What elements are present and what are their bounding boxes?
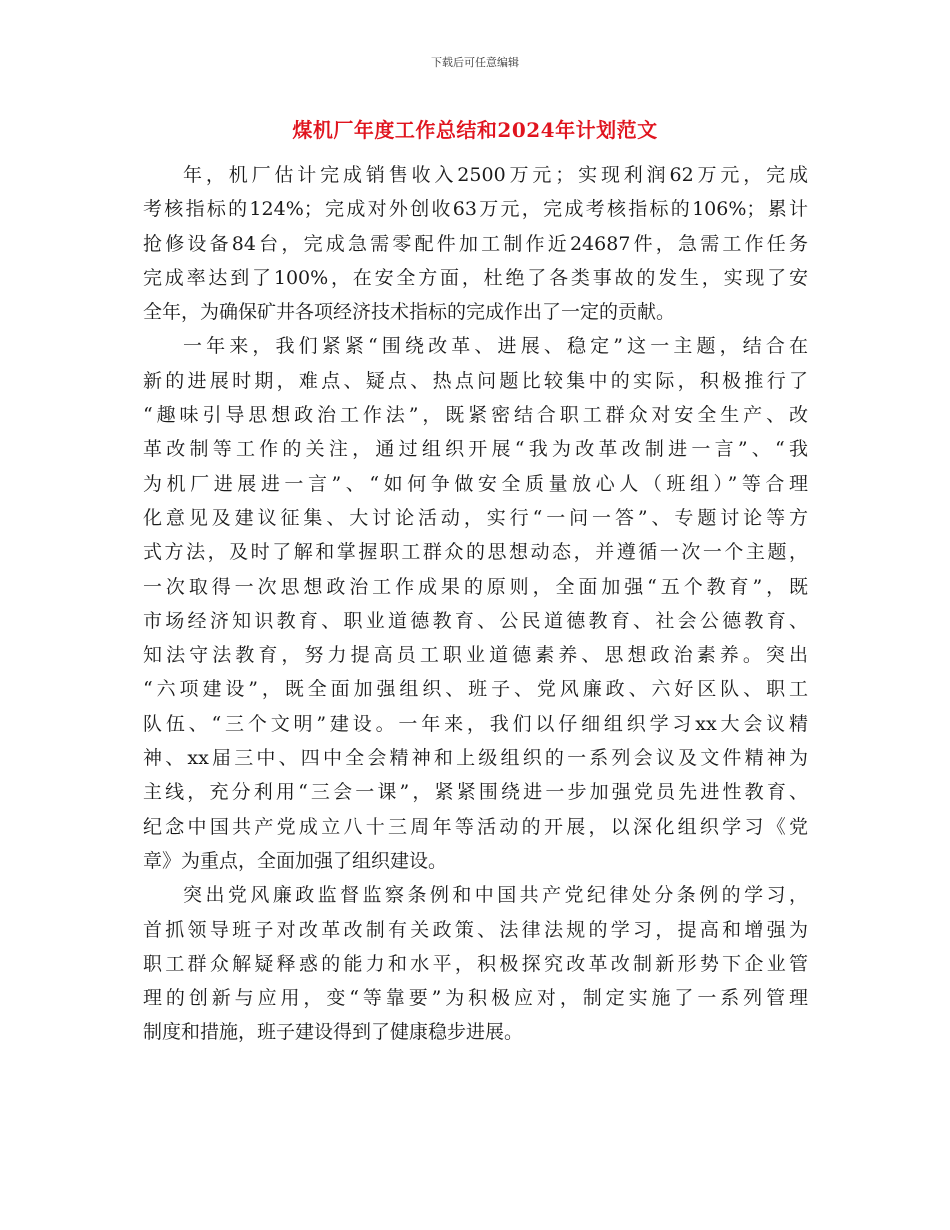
- paragraph-line: “六项建设”，既全面加强组织、班子、党风廉政、六好区队、职工: [143, 678, 808, 701]
- header-note: 下载后可任意编辑: [431, 56, 519, 69]
- document-body: [143, 158, 808, 1050]
- paragraph-line: 抢修设备84台，完成急需零配件加工制作近24687件，急需工作任务: [143, 232, 808, 255]
- paragraph-line: 章》为重点，全面加强了组织建设。: [143, 849, 448, 872]
- paragraph-line: 考核指标的124%；完成对外创收63万元，完成考核指标的106%；累计: [143, 198, 808, 221]
- paragraph-3: [143, 878, 808, 1049]
- paragraph-line: 新的进展时期，难点、疑点、热点问题比较集中的实际，积极推行了: [143, 369, 808, 392]
- paragraph-line: 队伍、“三个文明”建设。一年来，我们以仔细组织学习xx大会议精: [143, 712, 808, 735]
- paragraph-line: 年，机厂估计完成销售收入2500万元；实现利润62万元，完成: [183, 164, 808, 186]
- paragraph-line: 一次取得一次思想政治工作成果的原则，全面加强“五个教育”，既: [143, 575, 808, 598]
- paragraph-line: 首抓领导班子对改革改制有关政策、法律法规的学习，提高和增强为: [143, 918, 808, 941]
- paragraph-line: 革改制等工作的关注，通过组织开展“我为改革改制进一言”、“我: [143, 438, 808, 461]
- paragraph-line: 化意见及建议征集、大讨论活动，实行“一问一答”、专题讨论等方: [143, 506, 808, 529]
- paragraph-line: 知法守法教育，努力提高员工职业道德素养、思想政治素养。突出: [143, 644, 808, 667]
- paragraph-2: [143, 329, 808, 878]
- paragraph-line: 一年来，我们紧紧“围绕改革、进展、稳定”这一主题，结合在: [183, 335, 808, 358]
- paragraph-line: 职工群众解疑释惑的能力和水平，积极探究改革改制新形势下企业管: [143, 952, 808, 975]
- paragraph-line: 全年，为确保矿井各项经济技术指标的完成作出了一定的贡献。: [143, 301, 676, 324]
- paragraph-line: 主线，充分利用“三会一课”，紧紧围绕进一步加强党员先进性教育、: [143, 781, 808, 804]
- paragraph-line: 式方法，及时了解和掌握职工群众的思想动态，并遵循一次一个主题，: [143, 541, 808, 564]
- paragraph-line: 市场经济知识教育、职业道德教育、公民道德教育、社会公德教育、: [143, 609, 808, 632]
- paragraph-line: 神、xx届三中、四中全会精神和上级组织的一系列会议及文件精神为: [143, 747, 808, 770]
- paragraph-line: 理的创新与应用，变“等靠要”为积极应对，制定实施了一系列管理: [143, 987, 808, 1010]
- paragraph-1: [143, 158, 808, 329]
- paragraph-line: 完成率达到了100%，在安全方面，杜绝了各类事故的发生，实现了安: [143, 266, 808, 289]
- paragraph-line: 为机厂进展进一言”、“如何争做安全质量放心人（班组）”等合理: [143, 472, 808, 495]
- paragraph-line: “趣味引导思想政治工作法”，既紧密结合职工群众对安全生产、改: [143, 404, 808, 427]
- paragraph-line: 纪念中国共产党成立八十三周年等活动的开展，以深化组织学习《党: [143, 815, 808, 838]
- document-title: 煤机厂年度工作总结和2024年计划范文: [292, 118, 658, 142]
- paragraph-line: 制度和措施，班子建设得到了健康稳步进展。: [143, 1021, 524, 1044]
- paragraph-line: 突出党风廉政监督监察条例和中国共产党纪律处分条例的学习，: [183, 884, 808, 907]
